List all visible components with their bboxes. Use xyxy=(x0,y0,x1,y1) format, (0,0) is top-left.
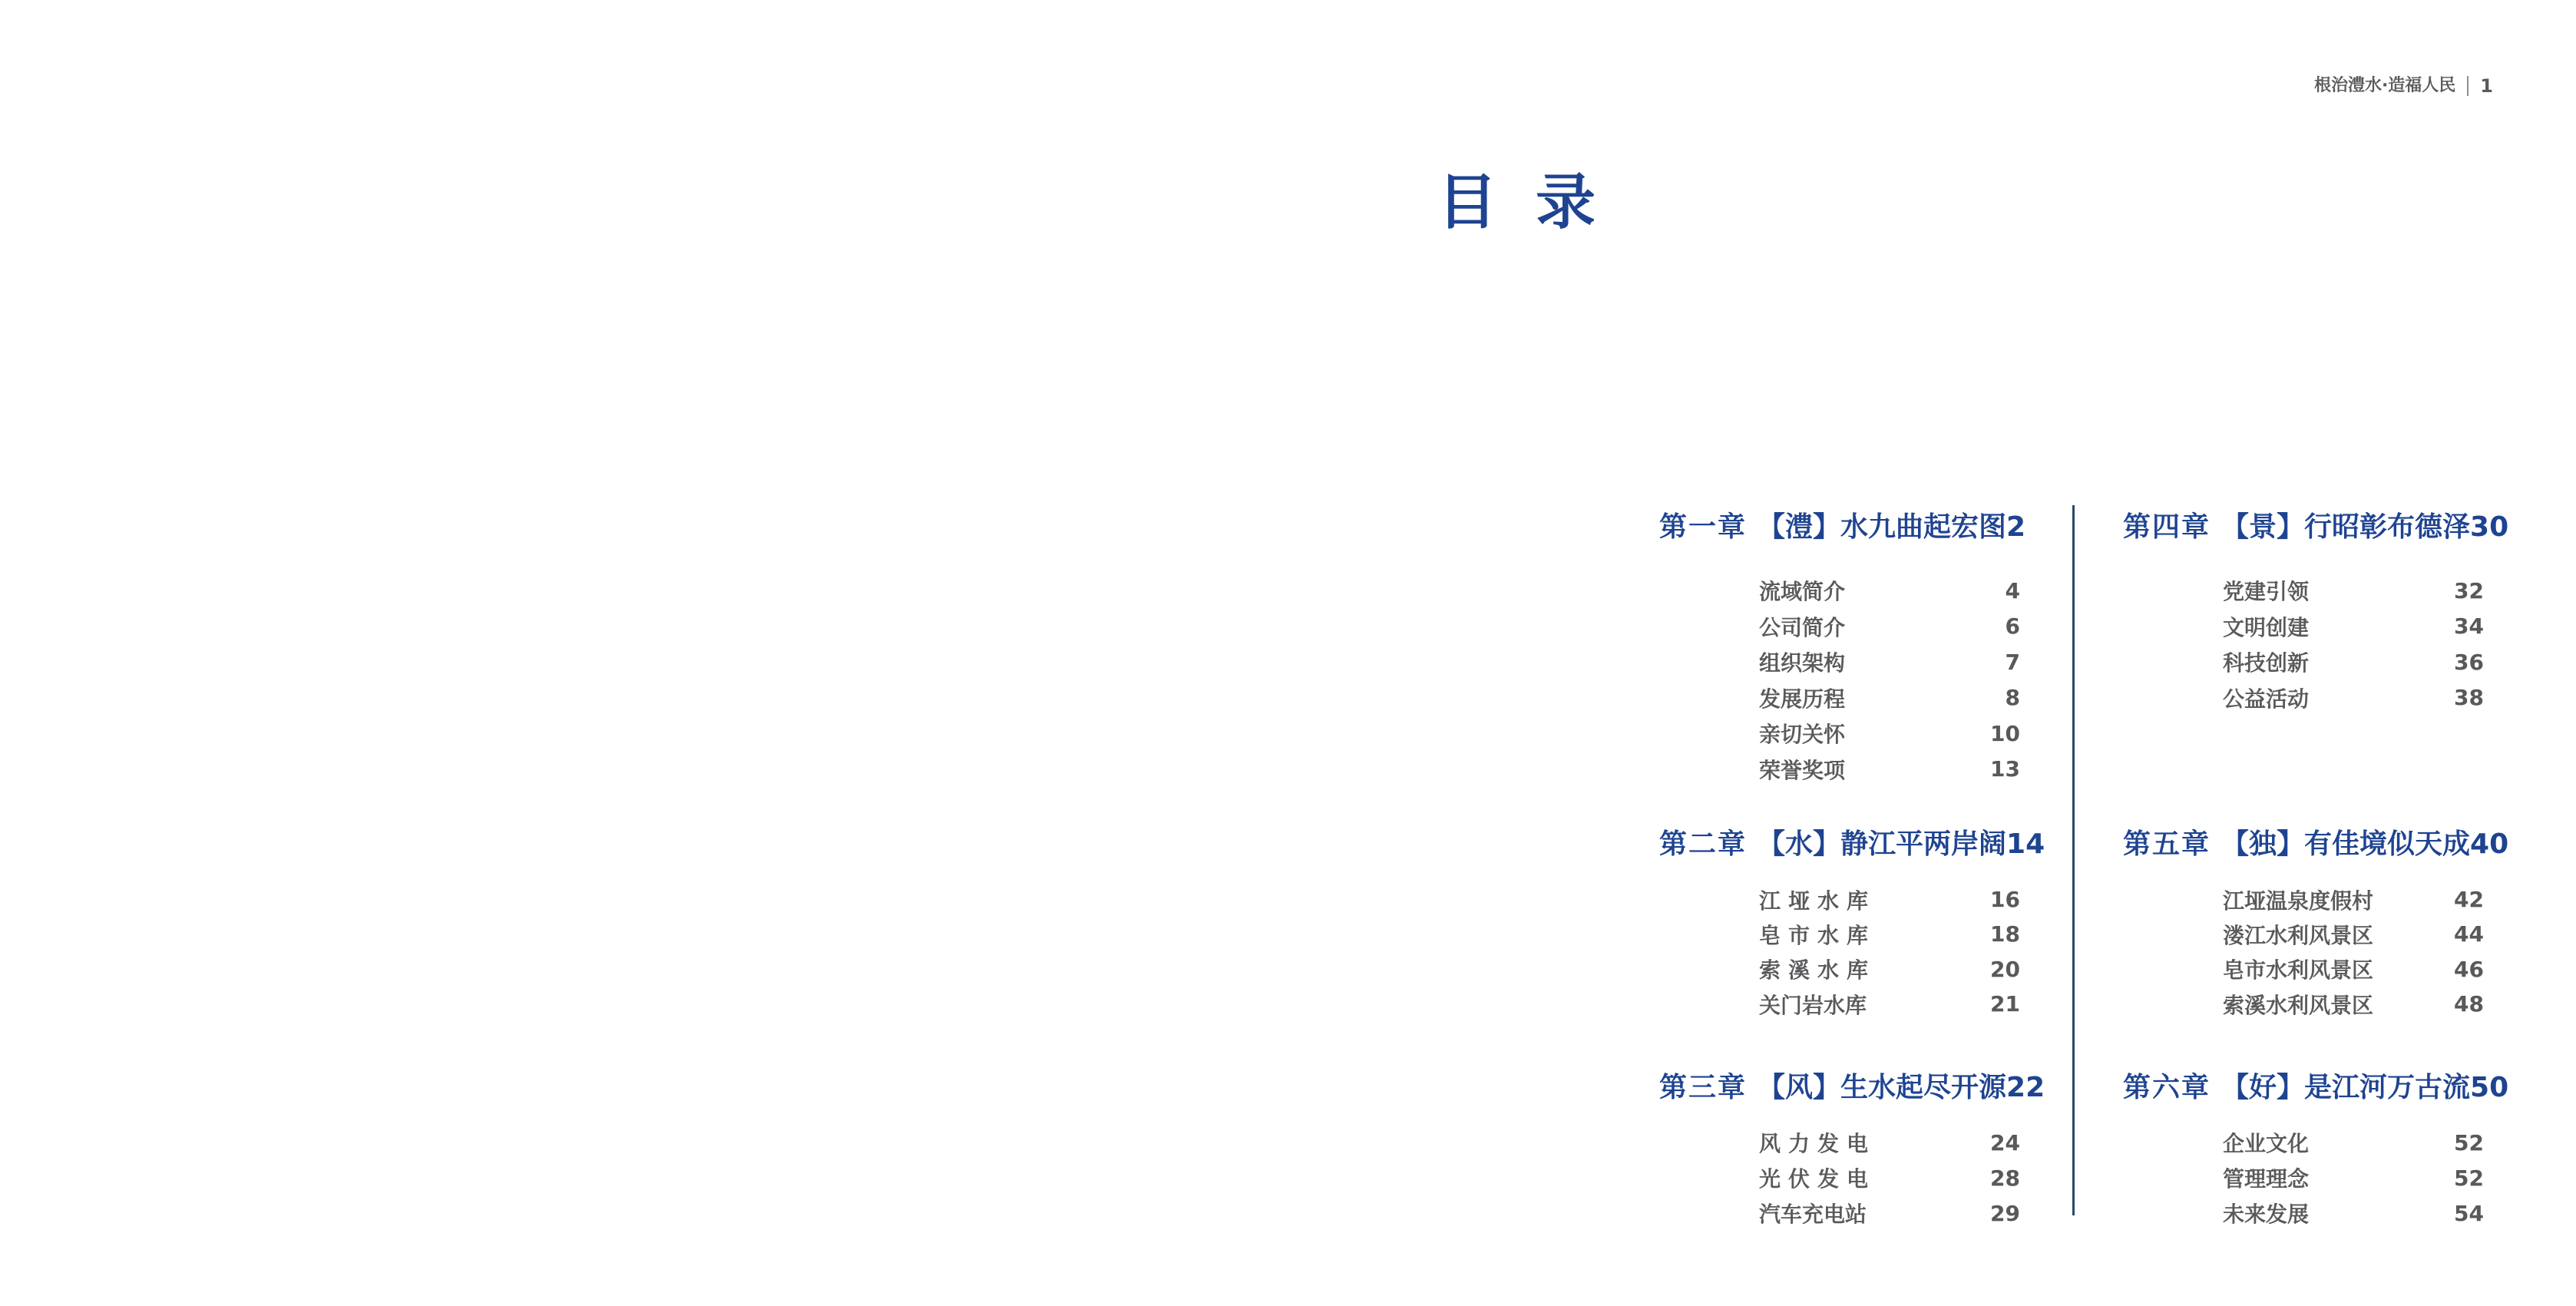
chapter-page-number: 30 xyxy=(2470,511,2509,543)
chapter-5-entries xyxy=(2223,882,2484,1021)
entry-page-number: 42 xyxy=(2454,887,2484,913)
chapter-4-entries xyxy=(2223,573,2484,716)
chapter-page-number: 40 xyxy=(2470,828,2509,860)
chapter-prefix: 第三章 xyxy=(1659,1072,1748,1103)
toc-entry[interactable] xyxy=(2223,952,2484,987)
toc-entry[interactable] xyxy=(2223,882,2484,917)
chapter-page-number: 22 xyxy=(2006,1072,2045,1103)
toc-entry[interactable] xyxy=(1759,1125,2020,1160)
entry-label: 溇江水利风景区 xyxy=(2223,922,2374,948)
chapter-title: 【好】是江河万古流 xyxy=(2221,1072,2471,1103)
toc-entry[interactable] xyxy=(1759,952,2020,987)
header-page-number: 1 xyxy=(2480,75,2493,97)
chapter-title: 【风】生水起尽开源 xyxy=(1758,1072,2007,1103)
entry-page-number: 24 xyxy=(1990,1129,2020,1156)
toc-entry[interactable] xyxy=(1759,573,2020,609)
entry-page-number: 46 xyxy=(2454,956,2484,982)
toc-entry[interactable] xyxy=(2223,1125,2484,1160)
entry-label: 科技创新 xyxy=(2223,650,2310,676)
chapter-prefix: 第五章 xyxy=(2123,828,2211,860)
header-slogan: 根治澧水·造福人民 xyxy=(2313,76,2456,95)
chapter-title: 【水】静江平两岸阔 xyxy=(1758,828,2007,860)
toc-entry[interactable] xyxy=(2223,1160,2484,1195)
entry-page-number: 6 xyxy=(2005,613,2020,640)
entry-page-number: 52 xyxy=(2454,1165,2484,1191)
chapter-page-number: 14 xyxy=(2006,828,2045,860)
entry-page-number: 18 xyxy=(1990,921,2020,947)
chapter-prefix: 第二章 xyxy=(1659,828,1748,860)
toc-column-left xyxy=(1659,0,2045,1306)
entry-label: 企业文化 xyxy=(2223,1131,2310,1156)
chapter-2-entries xyxy=(1759,882,2020,1021)
entry-page-number: 10 xyxy=(1990,720,2020,746)
entry-page-number: 32 xyxy=(2454,577,2484,603)
entry-label: 光伏发电 xyxy=(1759,1166,1868,1192)
chapter-4-heading[interactable] xyxy=(2123,510,2509,545)
toc-entry[interactable] xyxy=(1759,1160,2020,1195)
entry-page-number: 34 xyxy=(2454,613,2484,640)
entry-label: 亲切关怀 xyxy=(1759,722,1846,748)
entry-page-number: 13 xyxy=(1990,756,2020,782)
chapter-prefix: 第四章 xyxy=(2123,511,2211,543)
toc-entry[interactable] xyxy=(1759,987,2020,1021)
toc-entry[interactable] xyxy=(1759,609,2020,645)
entry-label: 发展历程 xyxy=(1759,686,1846,712)
toc-entry[interactable] xyxy=(2223,987,2484,1021)
entry-label: 党建引领 xyxy=(2223,579,2310,605)
chapter-6-heading[interactable] xyxy=(2123,1070,2509,1106)
entry-label: 未来发展 xyxy=(2223,1202,2310,1227)
entry-label: 江垭温泉度假村 xyxy=(2223,888,2374,914)
chapter-1-entries xyxy=(1759,573,2020,787)
entry-label: 索溪水利风景区 xyxy=(2223,992,2374,1018)
entry-page-number: 28 xyxy=(1990,1165,2020,1191)
chapter-page-number: 2 xyxy=(2006,511,2026,543)
entry-label: 组织架构 xyxy=(1759,650,1846,676)
entry-label: 风力发电 xyxy=(1759,1131,1868,1156)
toc-entry[interactable] xyxy=(2223,680,2484,716)
entry-page-number: 44 xyxy=(2454,921,2484,947)
chapter-title: 【独】有佳境似天成 xyxy=(2221,828,2471,860)
entry-page-number: 7 xyxy=(2005,649,2020,675)
chapter-1-heading[interactable] xyxy=(1659,510,2026,545)
entry-label: 江垭水库 xyxy=(1759,888,1868,914)
toc-entry[interactable] xyxy=(2223,1195,2484,1231)
chapter-3-heading[interactable] xyxy=(1659,1070,2045,1106)
entry-label: 关门岩水库 xyxy=(1759,992,1867,1018)
entry-page-number: 4 xyxy=(2005,577,2020,603)
toc-entry[interactable] xyxy=(1759,680,2020,716)
entry-page-number: 16 xyxy=(1990,887,2020,913)
toc-entry[interactable] xyxy=(1759,917,2020,951)
entry-page-number: 29 xyxy=(1990,1200,2020,1226)
entry-label: 荣誉奖项 xyxy=(1759,757,1846,783)
toc-entry[interactable] xyxy=(1759,644,2020,680)
entry-page-number: 21 xyxy=(1990,991,2020,1017)
entry-page-number: 36 xyxy=(2454,649,2484,675)
toc-entry[interactable] xyxy=(2223,609,2484,645)
toc-entry[interactable] xyxy=(2223,573,2484,609)
entry-page-number: 48 xyxy=(2454,991,2484,1017)
entry-page-number: 54 xyxy=(2454,1200,2484,1226)
entry-page-number: 8 xyxy=(2005,685,2020,711)
column-divider xyxy=(2072,505,2075,1215)
title-char-lu: 录 xyxy=(1536,168,1596,237)
toc-entry[interactable] xyxy=(2223,917,2484,951)
chapter-2-heading[interactable] xyxy=(1659,827,2045,862)
chapter-prefix: 第六章 xyxy=(2123,1072,2211,1103)
entry-label: 文明创建 xyxy=(2223,614,2310,640)
entry-label: 公司简介 xyxy=(1759,614,1846,640)
entry-page-number: 38 xyxy=(2454,685,2484,711)
page-title xyxy=(1437,168,1596,237)
toc-entry[interactable] xyxy=(2223,644,2484,680)
entry-page-number: 20 xyxy=(1990,956,2020,982)
entry-label: 流域简介 xyxy=(1759,579,1846,605)
toc-column-right xyxy=(2123,0,2509,1306)
chapter-6-entries xyxy=(2223,1125,2484,1231)
title-char-mu: 目 xyxy=(1437,168,1498,237)
chapter-title: 【澧】水九曲起宏图 xyxy=(1758,511,2007,543)
entry-label: 公益活动 xyxy=(2223,686,2310,712)
chapter-5-heading[interactable] xyxy=(2123,827,2509,862)
entry-label: 汽车充电站 xyxy=(1759,1202,1867,1227)
entry-page-number: 52 xyxy=(2454,1129,2484,1156)
chapter-3-entries xyxy=(1759,1125,2020,1231)
toc-entry[interactable] xyxy=(1759,752,2020,788)
chapter-prefix: 第一章 xyxy=(1659,511,1748,543)
entry-label: 索溪水库 xyxy=(1759,957,1868,984)
entry-label: 管理理念 xyxy=(2223,1166,2310,1192)
toc-entry[interactable] xyxy=(1759,716,2020,752)
toc-entry[interactable] xyxy=(1759,1195,2020,1231)
entry-label: 皂市水利风景区 xyxy=(2223,957,2374,984)
entry-label: 皂市水库 xyxy=(1759,922,1868,948)
chapter-title: 【景】行昭彰布德泽 xyxy=(2221,511,2471,543)
toc-entry[interactable] xyxy=(1759,882,2020,917)
chapter-page-number: 50 xyxy=(2470,1072,2509,1103)
